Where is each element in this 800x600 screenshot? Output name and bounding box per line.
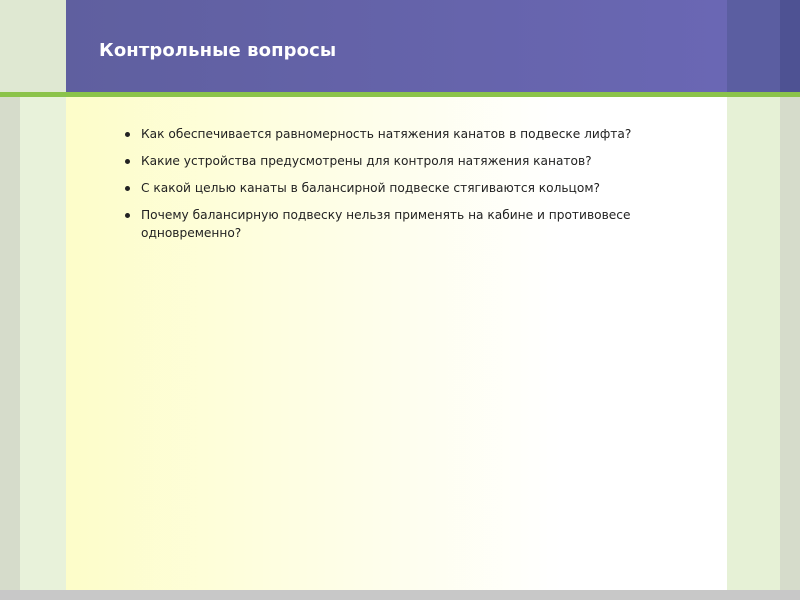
slide-title: Контрольные вопросы [99,40,337,61]
bullet-text: Почему балансирную подвеску нельзя применять на кабине и противовесе одновременно? [141,208,631,240]
bullet-icon [125,132,130,137]
bullet-list [122,125,682,251]
bullet-item [122,206,682,242]
bottom-strip [0,590,800,600]
bullet-item [122,152,682,170]
bullet-item [122,179,682,197]
bullet-text: С какой целью канаты в балансирной подвеске стягиваются кольцом? [141,181,600,195]
bullet-text: Какие устройства предусмотрены для контроля натяжения канатов? [141,154,592,168]
bullet-icon [125,213,130,218]
content-panel [66,97,727,590]
bullet-item [122,125,682,143]
bullet-text: Как обеспечивается равномерность натяжения канатов в подвеске лифта? [141,127,632,141]
top-left-block [0,0,66,92]
top-right-block [727,0,800,92]
top-right-inner-block [780,0,800,92]
bullet-icon [125,186,130,191]
title-bar [66,0,727,92]
bullet-icon [125,159,130,164]
